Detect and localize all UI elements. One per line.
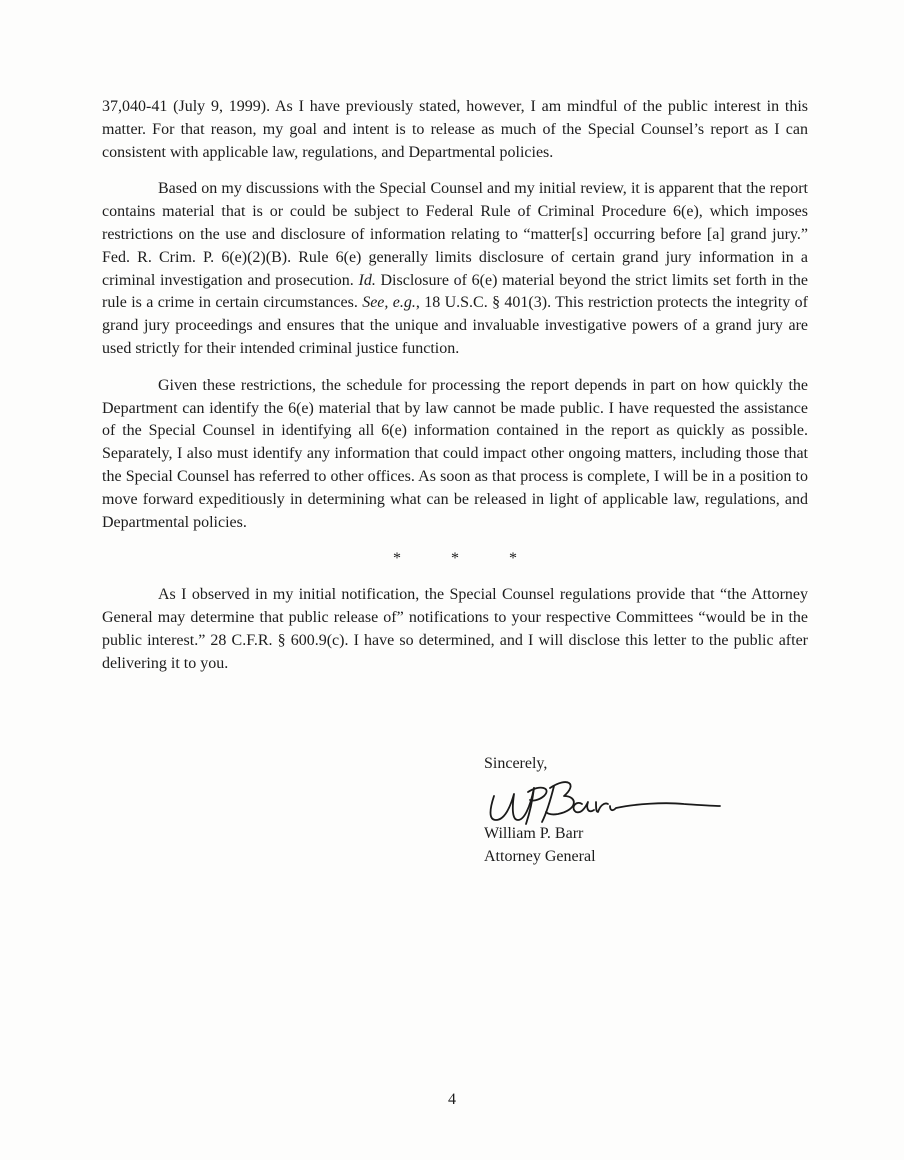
- section-break-star: *: [393, 550, 401, 568]
- page-number: 4: [448, 1091, 456, 1108]
- closing-salutation: Sincerely,: [484, 755, 548, 772]
- paragraph-3: Given these restrictions, the schedule for processing the report depends in part on how quickly the Department can identify the 6(e) material that by law cannot be made public. I have requested the assistance of the Special Counsel in identifying all 6(e) information contained in the report as quickly as possible. Separately, I also must identify any information that could impact other ongoing matters, including those that the Special Counsel has referred to other offices. As soon as that process is complete, I will be in a position to move forward expeditiously in determining what can be released in light of applicable law, regulations, and Departmental policies.: [102, 376, 808, 531]
- paragraph-4: As I observed in my initial notification, the Special Counsel regulations provide that “the Attorney General may determine that public release of” notifications to your respective Committees “would be in the public interest.” 28 C.F.R. § 600.9(c). I have so determined, and I will disclose this letter to the public after delivering it to you.: [102, 586, 808, 672]
- paragraph-2-part-2: Disclosure of 6(e) material beyond the strict limits set forth in the rule is a crime in certain circumstances.: [102, 271, 808, 312]
- paragraph-1: 37,040-41 (July 9, 1999). As I have previously stated, however, I am mindful of the public interest in this matter. For that reason, my goal and intent is to release as much of the Special Counsel’s report as I can consistent with applicable law, regulations, and Departmental policies.: [102, 98, 808, 161]
- paragraph-2: [102, 178, 808, 360]
- see-eg-citation: See, e.g.: [362, 294, 416, 312]
- paragraph-2-part-1: Based on my discussions with the Special Counsel and my initial review, it is apparent that the report contains material that is or could be subject to Federal Rule of Criminal Procedure 6(e), which imposes restrictions on the use and disclosure of information relating to “matter[s] occurring before [a] grand jury.” Fed. R. Crim. P. 6(e)(2)(B). Rule 6(e) generally limits disclosure of certain grand jury information in a criminal investigation and prosecution.: [102, 180, 808, 289]
- section-break-star: *: [451, 550, 459, 568]
- paragraph-2-part-3: , 18 U.S.C. § 401(3). This restriction protects the integrity of grand jury proceedings and ensures that the unique and invaluable investigative powers of a grand jury are used strictly for their intended criminal justice function.: [102, 294, 808, 357]
- section-break-star: *: [509, 550, 517, 568]
- signer-name: William P. Barr: [484, 825, 584, 842]
- letter-body: [102, 96, 808, 690]
- signer-title: Attorney General: [484, 848, 596, 865]
- id-citation: Id.: [358, 271, 376, 289]
- section-break: [102, 548, 808, 570]
